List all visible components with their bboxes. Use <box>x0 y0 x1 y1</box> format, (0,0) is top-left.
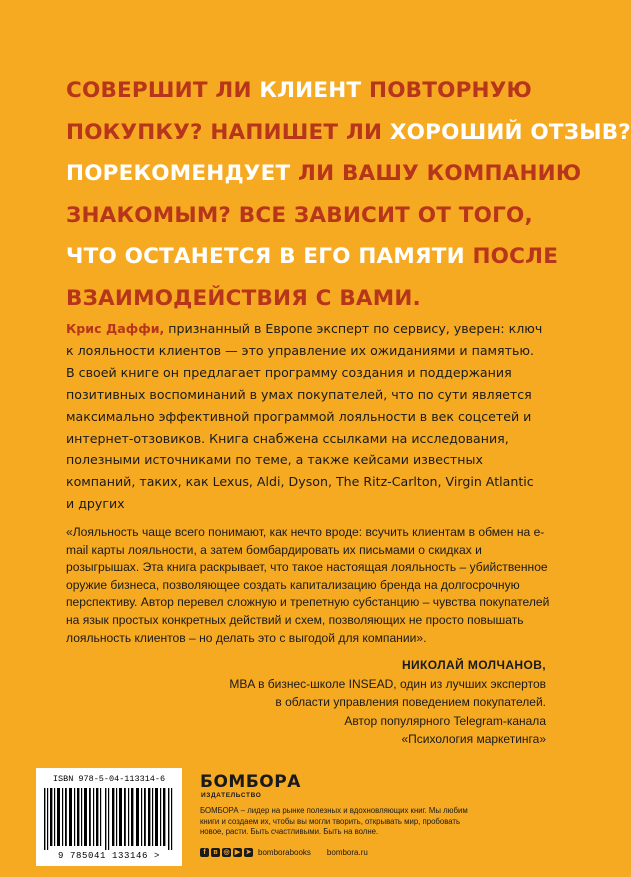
headline-line-3: ПОРЕКОМЕНДУЕТ ЛИ ВАШУ КОМПАНИЮ <box>66 161 582 186</box>
reviewer-credential-4: «Психология маркетинга» <box>401 732 546 746</box>
author-name: Крис Даффи, <box>66 321 165 336</box>
telegram-icon: ➤ <box>245 848 252 856</box>
youtube-icon: ▶ <box>234 848 241 856</box>
publisher-website[interactable]: bombora.ru <box>326 847 368 857</box>
isbn-label: ISBN 978-5-04-113314-6 <box>52 774 166 784</box>
social-handle[interactable]: bomborabooks <box>258 847 311 857</box>
facebook-icon: f <box>200 848 209 857</box>
publisher-logo: БОМБОРА <box>200 772 301 792</box>
headline-line-1: СОВЕРШИТ ЛИ КЛИЕНТ ПОВТОРНУЮ <box>66 78 532 103</box>
reviewer-name: НИКОЛАЙ МОЛЧАНОВ, <box>401 658 546 672</box>
publisher-description: БОМБОРА – лидер на рынке полезных и вдохновляющих книг. Мы любим книги и создаем их, чтобы вы могли творить, открывать мир, пробовать новое, расти. Быть счастливыми. Быть на волне. <box>200 806 468 836</box>
publisher-social <box>200 846 368 858</box>
headline-line-2: ПОКУПКУ? НАПИШЕТ ЛИ ХОРОШИЙ ОТЗЫВ? <box>66 119 631 145</box>
headline-line-6: ВЗАИМОДЕЙСТВИЯ С ВАМИ. <box>66 285 421 311</box>
quote-attribution <box>126 656 546 749</box>
barcode-image <box>42 788 176 850</box>
description-text: признанный в Европе эксперт по сервису, уверен: ключ к лояльности клиентов — это управление их ожиданиями и памятью. В своей книге он предлагает программу создания и поддержания позитивных воспоминаний в умах покупателей, что по сути является максимально эффективной программой лояльности в век соцсетей и интернет-отзовиков. Книга снабжена ссылками на исследования, полезными источниками по теме, а также кейсами известных компаний, таких, как Lexus, Aldi, Dyson, The Ritz-Carlton, Virgin Atlantic и других <box>66 321 543 512</box>
headline <box>66 70 631 319</box>
barcode-digits: 9 785041 133146 > <box>57 851 160 861</box>
review-quote: «Лояльность чаще всего понимают, как нечто вроде: всучить клиентам в обмен на e-mail карты лояльности, а затем бомбардировать их письмами о скидках и розыгрышах. Эта книга раскрывает, что такое настоящая лояльность – убийственное оружие бизнеса, позволяющее создать капитализацию бренда на долгосрочную перспективу. Автор перевел сложную и трепетную субстанцию – чувства покупателей на язык простых конкретных действий и схем, позволяющих не просто повышать лояльность клиентов – но делать это с выгодой для компании». <box>66 525 550 645</box>
book-description <box>66 318 544 515</box>
instagram-icon: ◎ <box>223 848 230 856</box>
vk-icon: в <box>211 848 220 857</box>
publisher-subtitle: ИЗДАТЕЛЬСТВО <box>201 792 262 799</box>
reviewer-credential-3: Автор популярного Telegram-канала <box>344 713 546 728</box>
reviewer-credential-2: в области управления поведением покупателей. <box>275 695 546 709</box>
headline-line-4: ЗНАКОМЫМ? ВСЕ ЗАВИСИТ ОТ ТОГО, <box>66 202 533 228</box>
headline-line-5: ЧТО ОСТАНЕТСЯ В ЕГО ПАМЯТИ ПОСЛЕ <box>66 244 559 269</box>
barcode-panel <box>36 768 182 866</box>
reviewer-credential-1: MBA в бизнес-школе INSEAD, один из лучших экспертов <box>229 676 546 691</box>
